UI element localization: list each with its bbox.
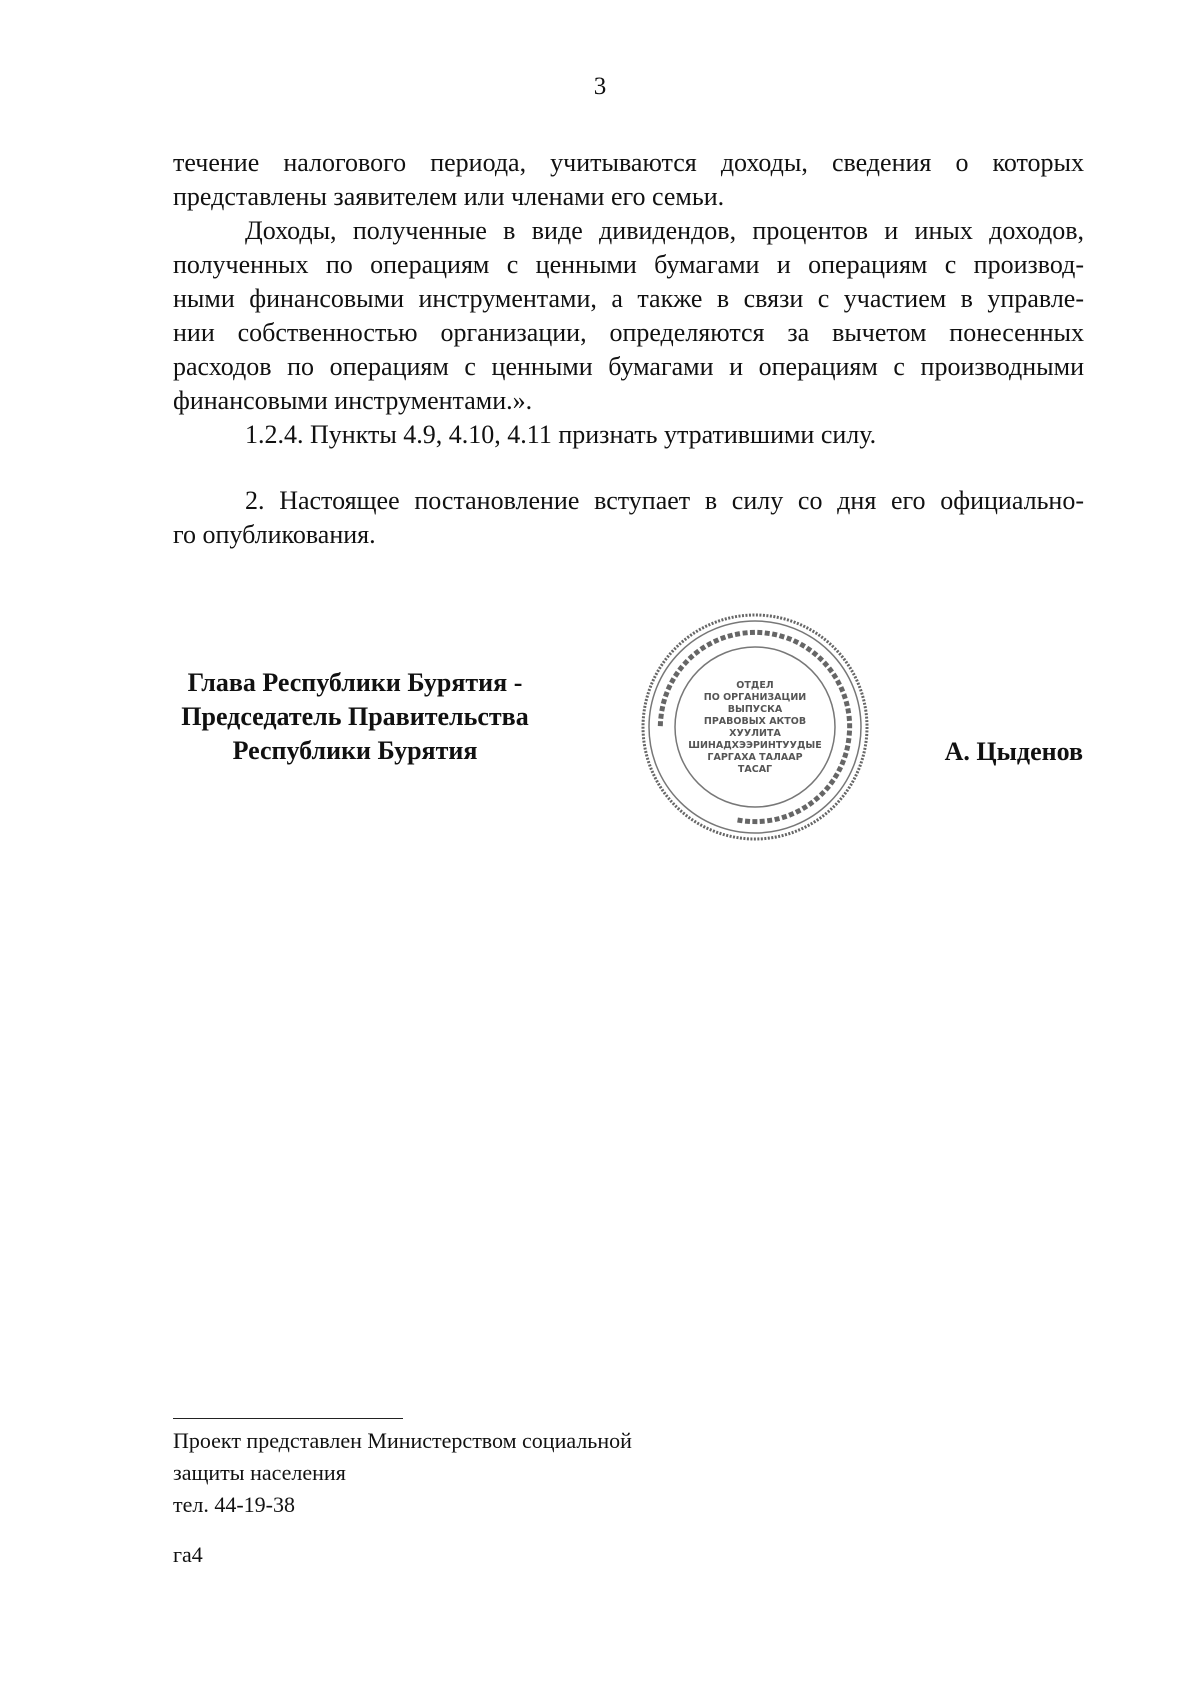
footnote-divider <box>173 1418 403 1419</box>
document-code: га4 <box>173 1542 203 1567</box>
stamp-text-line: ПО ОРГАНИЗАЦИИ <box>703 692 807 703</box>
text-line: Доходы, полученные в виде дивидендов, процентов и иных доходов, <box>245 216 1084 245</box>
footnote-line: защиты населения <box>173 1460 346 1485</box>
footnote-line: тел. 44-19-38 <box>173 1492 296 1517</box>
stamp-text-line: ВЫПУСКА <box>727 704 783 715</box>
text-line: 1.2.4. Пункты 4.9, 4.10, 4.11 признать утратившими силу. <box>245 420 877 449</box>
stamp-text-line: ШИНАДХЭЭРИНТУУДЫЕ <box>688 740 822 751</box>
text-line: расходов по операциям с ценными бумагами и операциям с производными <box>173 352 1084 381</box>
footnote-line: Проект представлен Министерством социальной <box>173 1428 632 1453</box>
footnote <box>173 1425 813 1521</box>
stamp-text-line: ГАРГАХА ТАЛААР <box>707 752 803 763</box>
stamp-text-line: ПРАВОВЫХ АКТОВ <box>703 716 807 727</box>
stamp-text-line: ТАСАГ <box>737 764 773 775</box>
text-line: нии собственностью организации, определяются за вычетом понесенных <box>173 318 1084 347</box>
stamp-text-line: ХУУЛИТА <box>729 728 781 739</box>
signatory-title-line: Глава Республики Бурятия - <box>187 668 523 697</box>
official-round-seal-icon <box>640 612 870 842</box>
text-line: представлены заявителем или членами его семьи. <box>173 182 725 211</box>
svg-text:▪▪▪▪▪▪▪▪▪▪▪▪▪▪▪▪▪▪▪▪▪▪▪▪▪▪▪▪▪▪: ▪▪▪▪▪▪▪▪▪▪▪▪▪▪▪▪▪▪▪▪▪▪▪▪▪▪▪▪▪▪▪▪▪▪▪▪▪▪▪▪▪▪▪▪▪▪▪▪▪▪▪▪▪▪▪▪▪▪▪▪▪▪ <box>654 626 856 828</box>
text-line: ными финансовыми инструментами, а также в связи с участием в управле- <box>173 284 1084 313</box>
signatory-title-line: Республики Бурятия <box>232 736 478 765</box>
signatory-name: А. Цыденов <box>944 737 1083 766</box>
page-number: 3 <box>593 73 607 100</box>
paragraph-income-period <box>173 146 1084 214</box>
stamp-text-line: ОТДЕЛ <box>736 680 774 691</box>
text-line: течение налогового периода, учитываются доходы, сведения о которых <box>173 148 1084 177</box>
text-line: го опубликования. <box>173 520 376 549</box>
signatory-title <box>160 666 550 768</box>
text-line: 2. Настоящее постановление вступает в силу со дня его официально- <box>245 486 1084 515</box>
text-line: полученных по операциям с ценными бумагами и операциям с производ- <box>173 250 1084 279</box>
paragraph-effective-date <box>173 484 1084 552</box>
text-line: финансовыми инструментами.». <box>173 386 533 415</box>
paragraph-dividends <box>173 214 1084 418</box>
signatory-title-line: Председатель Правительства <box>181 702 529 731</box>
paragraph-clause-1-2-4 <box>173 418 1084 452</box>
document-body <box>173 146 1084 552</box>
